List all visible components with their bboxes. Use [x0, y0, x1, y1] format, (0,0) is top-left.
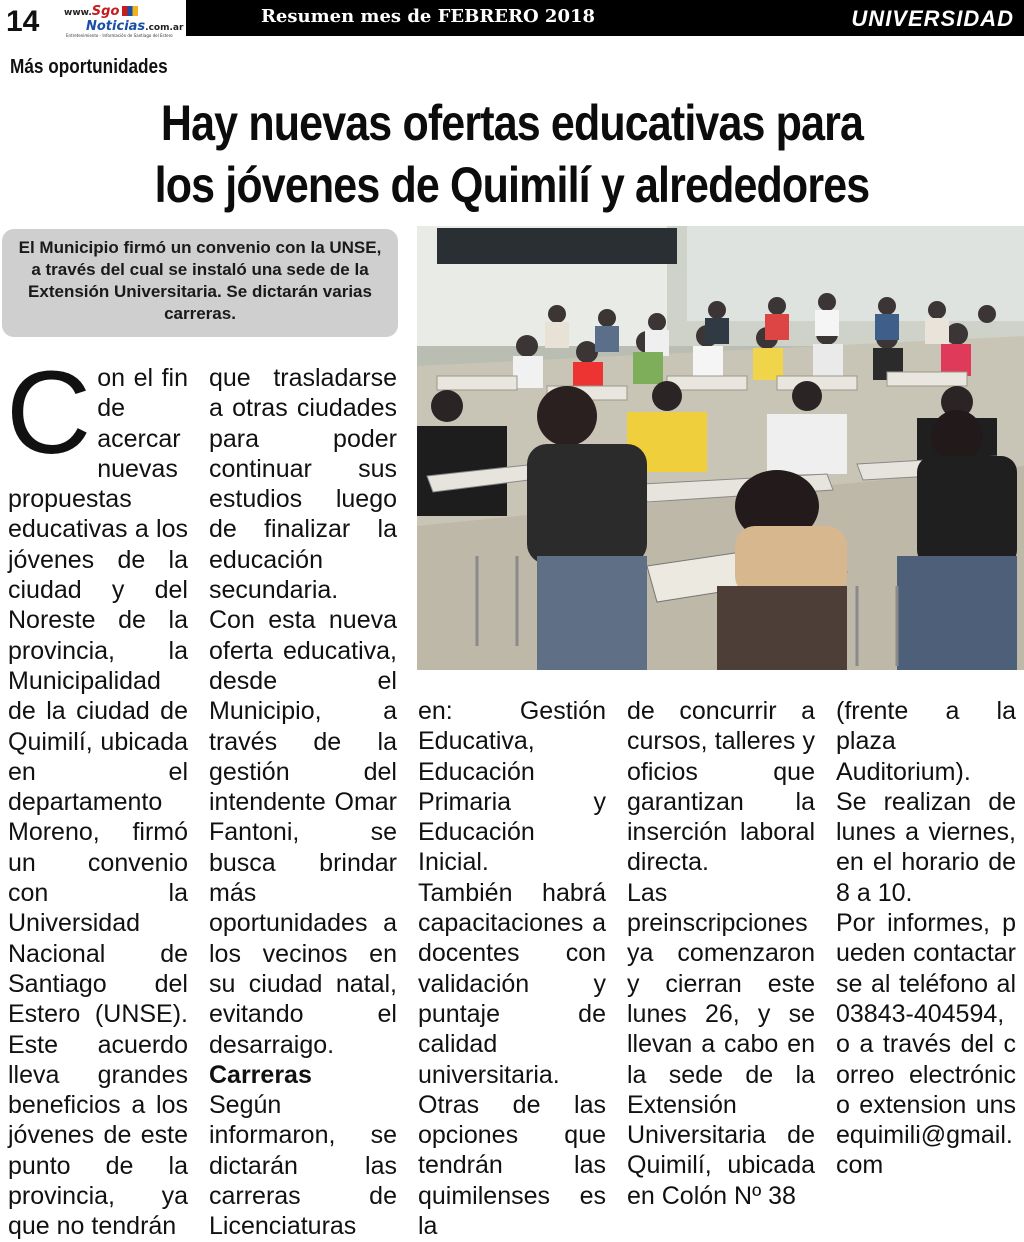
logo-color-flag — [122, 6, 138, 16]
page-header — [0, 0, 1024, 44]
body-column-3 — [418, 696, 606, 1241]
body-paragraph: Se realizan de lunes a viernes, en el horario de 8 a 10. — [836, 787, 1016, 907]
issue-title: Resumen mes de FEBRERO 2018 — [260, 6, 596, 27]
body-paragraph: (frente a la plaza Auditorium). — [836, 697, 1016, 786]
body-column-5 — [836, 696, 1016, 1181]
headline — [0, 92, 1024, 216]
subhead-carreras: Carreras — [209, 1060, 312, 1089]
page-number: 14 — [6, 5, 40, 38]
body-paragraph: Con esta nueva oferta educativa, desde el Municipio, a través de la gestión del intendente Omar Fantoni, se busca brindar más oportunidades a los vecinos en su ciudad natal, evitando el desarraigo. — [209, 606, 397, 1059]
section-name: UNIVERSIDAD — [851, 6, 1014, 31]
drop-cap: C — [6, 347, 92, 479]
logo-wordmark: www.Sgo Noticias.com.ar — [64, 4, 184, 34]
logo-tagline: Entretenimiento - Información de Santiago del Estero — [66, 33, 173, 38]
classroom-exam-photo — [417, 226, 1024, 670]
body-column-4 — [627, 696, 815, 1211]
body-paragraph: que trasladarse a otras ciudades para poder continuar sus estudios luego de finalizar la educación secundaria. — [209, 364, 397, 605]
body-paragraph: Con el fin de acercar nuevas propuestas educativas a los jóvenes de la ciudad y del Noreste de la provincia, la Municipalidad de la ciudad de Quimilí, ubicada en el departamento Moreno, firmó un convenio con la Universidad Nacional de Santiago del Estero (UNSE). Este acuerdo lleva grandes beneficios a los jóvenes de este punto de la provincia, ya que no tendrán — [6, 347, 188, 1241]
headline-line-1: Hay nuevas ofertas educativas para — [160, 95, 864, 151]
sgo-noticias-logo — [60, 4, 184, 40]
body-paragraph: Por informes, pueden contactarse al teléfono al 03843-404594, o a través del correo electrónico extension unsequimili@gmail.com — [836, 909, 1016, 1180]
body-paragraph: Las preinscripciones ya comenzaron y cierran este lunes 26, y se llevan a cabo en la sede de la Extensión Universitaria de Quimilí, ubicada en Colón Nº 38 — [627, 878, 815, 1210]
body-paragraph: Otras de las opciones que tendrán las quimilenses es la — [418, 1090, 606, 1241]
body-paragraph: en: Gestión Educativa, Educación Primaria y Educación Inicial. — [418, 697, 606, 877]
photo-illustration — [417, 226, 1024, 670]
body-paragraph: También habrá capacitaciones a docentes con validación y puntaje de calidad universitaria. — [418, 878, 606, 1089]
headline-line-2: los jóvenes de Quimilí y alrededores — [154, 157, 870, 213]
body-paragraph: de concurrir a cursos, talleres y oficios que garantizan la inserción laboral directa. — [627, 697, 815, 877]
body-paragraph: Según informaron, se dictarán las carreras de Licenciaturas — [209, 1091, 397, 1241]
kicker: Más oportunidades — [10, 56, 168, 78]
summary-box: El Municipio firmó un convenio con la UNSE, a través del cual se instaló una sede de la Extensión Universitaria. Se dictarán varias carreras. — [2, 229, 398, 337]
body-column-1 — [6, 347, 188, 1242]
body-column-2 — [209, 363, 397, 1242]
